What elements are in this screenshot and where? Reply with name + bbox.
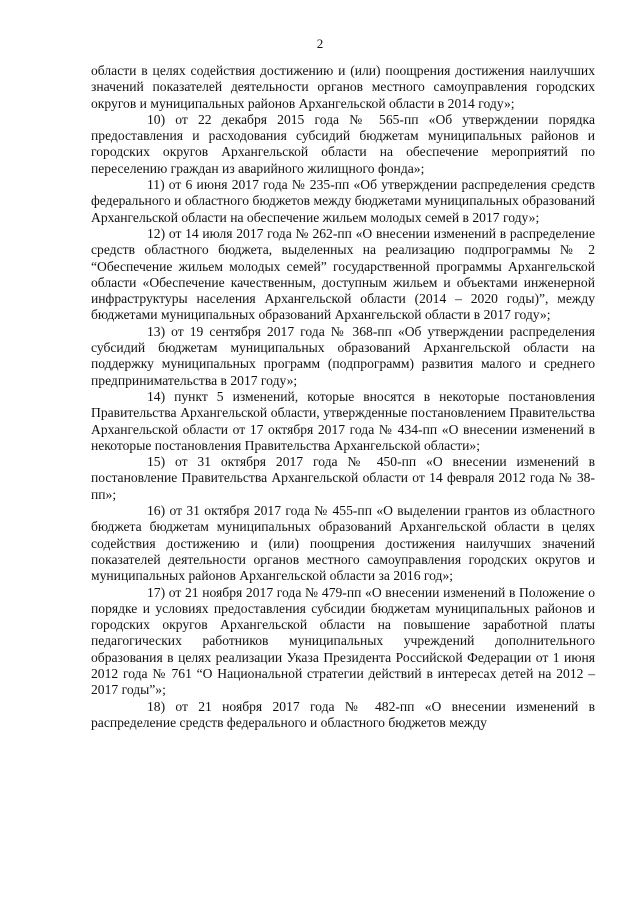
paragraph-continuation: области в целях содействия достижению и (или) поощрения достижения наилучших значений показателей деятельности органов местного самоуправления городских округов и муниципальных районов Архангельской области в 2014 году»; [91, 63, 595, 111]
document-body [91, 63, 595, 731]
list-item-13: 13) от 19 сентября 2017 года № 368-пп «Об утверждении распределения субсидий бюджетам муниципальных образований Архангельской области на поддержку муниципальных программ (подпрограмм) развития малого и среднего предпринимательства в 2017 году»; [91, 323, 595, 388]
page-number: 2 [316, 36, 324, 51]
list-item-18: 18) от 21 ноября 2017 года № 482-пп «О внесении изменений в распределение средств федерального и областного бюджетов между [91, 698, 595, 730]
list-item-12: 12) от 14 июля 2017 года № 262-пп «О внесении изменений в распределение средств областного бюджета, выделенных на реализацию подпрограммы № 2 “Обеспечение жильем молодых семей” государственной программы Архангельской области «Обеспечение качественным, доступным жильем и объектами инженерной инфраструктуры населения Архангельской области (2014 – 2020 годы)”, между бюджетами муниципальных образований Архангельской области в 2017 году»; [91, 225, 595, 323]
list-item-11: 11) от 6 июня 2017 года № 235-пп «Об утверждении распределения средств федерального и областного бюджетов между бюджетами муниципальных образований Архангельской области на обеспечение жильем молодых семей в 2017 году»; [91, 177, 595, 225]
list-item-14: 14) пункт 5 изменений, которые вносятся в некоторые постановления Правительства Архангельской области, утвержденные постановлением Правительства Архангельской области от 17 октября 2017 года № 434-пп «О внесении изменений в некоторые постановления Правительства Архангельской области»; [91, 388, 595, 453]
list-item-10: 10) от 22 декабря 2015 года № 565-пп «Об утверждении порядка предоставления и расходования субсидий бюджетам муниципальных районов и городских округов Архангельской области на обеспечение мероприятий по переселению граждан из аварийного жилищного фонда»; [91, 111, 595, 176]
list-item-17: 17) от 21 ноября 2017 года № 479-пп «О внесении изменений в Положение о порядке и условиях предоставления субсидии бюджетам муниципальных районов и городских округов Архангельской области на повышение заработной платы педагогических работников муниципальных учреждений дополнительного образования в целях реализации Указа Президента Российской Федерации от 1 июня 2012 года № 761 “О Национальной стратегии действий в интересах детей на 2012 – 2017 годы”»; [91, 584, 595, 698]
list-item-16: 16) от 31 октября 2017 года № 455-пп «О выделении грантов из областного бюджета бюджетам муниципальных образований Архангельской области в целях содействия достижению и (или) поощрения достижения наилучших значений показателей деятельности органов местного самоуправления городских округов и муниципальных районов Архангельской области за 2016 год»; [91, 503, 595, 584]
list-item-15: 15) от 31 октября 2017 года № 450-пп «О внесении изменений в постановление Правительства Архангельской области от 14 февраля 2012 года № 38-пп»; [91, 454, 595, 502]
